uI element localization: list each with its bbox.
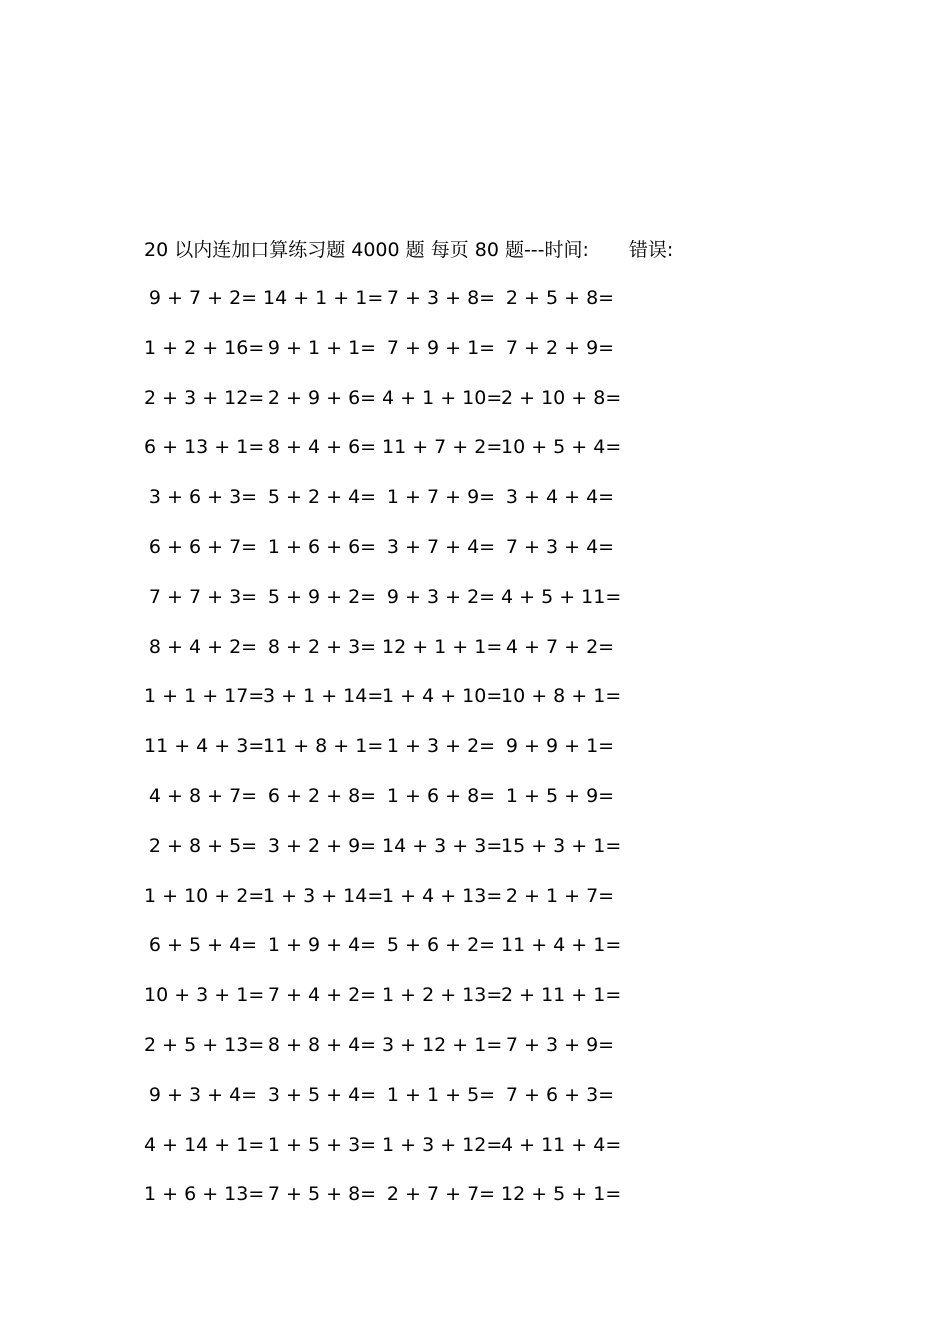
problem-row <box>144 334 664 384</box>
problem-row <box>144 882 664 932</box>
problem-item: 9 + 7 + 2= <box>148 287 258 309</box>
problem-row <box>144 433 664 483</box>
problem-item: 1 + 2 + 16= <box>144 336 265 359</box>
problem-row <box>144 583 664 633</box>
problem-item: 6 + 13 + 1= <box>144 436 265 459</box>
problem-row <box>144 533 664 583</box>
problem-item: 1 + 7 + 9= <box>386 486 496 509</box>
problem-item: 4 + 1 + 10= <box>382 386 503 409</box>
problem-item: 7 + 3 + 4= <box>505 535 615 558</box>
problem-item: 7 + 7 + 3= <box>148 585 258 608</box>
problem-row <box>144 1031 664 1081</box>
problem-item: 4 + 11 + 4= <box>501 1133 622 1156</box>
problem-item: 3 + 4 + 4= <box>505 486 615 509</box>
problem-item: 4 + 14 + 1= <box>144 1133 265 1156</box>
problem-item: 12 + 5 + 1= <box>501 1183 622 1206</box>
problem-item: 8 + 4 + 2= <box>148 635 258 658</box>
problem-item: 4 + 7 + 2= <box>505 635 615 658</box>
problem-item: 11 + 4 + 1= <box>501 934 622 957</box>
problem-item: 10 + 8 + 1= <box>501 685 622 708</box>
problem-item: 11 + 4 + 3= <box>144 735 265 758</box>
problem-item: 7 + 6 + 3= <box>505 1083 615 1106</box>
problem-item: 3 + 6 + 3= <box>148 486 258 509</box>
problem-row <box>144 1180 664 1230</box>
problem-item: 1 + 5 + 9= <box>505 784 615 807</box>
problem-item: 6 + 2 + 8= <box>267 784 377 807</box>
problem-item: 3 + 7 + 4= <box>386 535 496 558</box>
problem-item: 4 + 8 + 7= <box>148 784 258 807</box>
problem-item: 5 + 6 + 2= <box>386 934 496 957</box>
problem-item: 2 + 10 + 8= <box>501 386 622 409</box>
problem-row <box>144 931 664 981</box>
problem-item: 2 + 9 + 6= <box>267 386 377 409</box>
problem-item: 3 + 5 + 4= <box>267 1083 377 1106</box>
problem-item: 4 + 5 + 11= <box>501 585 622 608</box>
errors-label: 错误: <box>628 239 674 261</box>
problem-row <box>144 483 664 533</box>
problem-item: 12 + 1 + 1= <box>382 635 503 658</box>
problem-item: 6 + 6 + 7= <box>148 535 258 558</box>
problem-item: 3 + 1 + 14= <box>263 685 384 708</box>
problem-row <box>144 732 664 782</box>
problem-item: 11 + 7 + 2= <box>382 436 503 459</box>
problem-item: 1 + 3 + 2= <box>386 735 496 758</box>
problem-item: 14 + 3 + 3= <box>382 834 503 857</box>
problem-item: 1 + 6 + 8= <box>386 784 496 807</box>
problem-row <box>144 384 664 434</box>
problem-item: 14 + 1 + 1= <box>263 287 384 309</box>
worksheet-title: 20 以内连加口算练习题 4000 题 每页 80 题---时间: <box>144 239 589 261</box>
problem-row <box>144 832 664 882</box>
problem-item: 10 + 5 + 4= <box>501 436 622 459</box>
problem-row <box>144 284 664 334</box>
problem-item: 5 + 9 + 2= <box>267 585 377 608</box>
problem-item: 2 + 5 + 13= <box>144 1033 265 1056</box>
worksheet-header <box>144 236 673 264</box>
problem-row <box>144 1131 664 1181</box>
problem-item: 1 + 6 + 6= <box>267 535 377 558</box>
problem-item: 7 + 5 + 8= <box>267 1183 377 1206</box>
problem-row <box>144 1081 664 1131</box>
problem-item: 1 + 10 + 2= <box>144 884 265 907</box>
problem-row <box>144 981 664 1031</box>
problem-item: 10 + 3 + 1= <box>144 984 265 1007</box>
problem-item: 3 + 12 + 1= <box>382 1033 503 1056</box>
problem-item: 2 + 8 + 5= <box>148 834 258 857</box>
problem-item: 9 + 1 + 1= <box>267 336 377 359</box>
problem-item: 1 + 2 + 13= <box>382 984 503 1007</box>
problem-item: 5 + 2 + 4= <box>267 486 377 509</box>
problem-item: 9 + 9 + 1= <box>505 735 615 758</box>
problem-row <box>144 782 664 832</box>
problem-item: 2 + 3 + 12= <box>144 386 265 409</box>
problem-item: 9 + 3 + 2= <box>386 585 496 608</box>
problem-item: 6 + 5 + 4= <box>148 934 258 957</box>
problem-item: 2 + 1 + 7= <box>505 884 615 907</box>
problem-item: 3 + 2 + 9= <box>267 834 377 857</box>
problem-item: 1 + 9 + 4= <box>267 934 377 957</box>
problem-item: 2 + 5 + 8= <box>505 287 615 309</box>
problem-item: 7 + 3 + 8= <box>386 287 496 309</box>
problem-item: 7 + 9 + 1= <box>386 336 496 359</box>
problem-item: 1 + 5 + 3= <box>267 1133 377 1156</box>
problem-grid <box>144 284 664 1230</box>
problem-item: 1 + 4 + 10= <box>382 685 503 708</box>
problem-item: 7 + 4 + 2= <box>267 984 377 1007</box>
problem-item: 2 + 7 + 7= <box>386 1183 496 1206</box>
problem-row <box>144 633 664 683</box>
problem-item: 2 + 11 + 1= <box>501 984 622 1007</box>
problem-item: 9 + 3 + 4= <box>148 1083 258 1106</box>
problem-item: 1 + 3 + 12= <box>382 1133 503 1156</box>
problem-item: 1 + 3 + 14= <box>263 884 384 907</box>
problem-item: 8 + 4 + 6= <box>267 436 377 459</box>
problem-item: 1 + 1 + 17= <box>144 685 265 708</box>
problem-item: 7 + 2 + 9= <box>505 336 615 359</box>
problem-row <box>144 682 664 732</box>
problem-item: 1 + 4 + 13= <box>382 884 503 907</box>
problem-item: 8 + 8 + 4= <box>267 1033 377 1056</box>
problem-item: 15 + 3 + 1= <box>501 834 622 857</box>
problem-item: 11 + 8 + 1= <box>263 735 384 758</box>
problem-item: 1 + 1 + 5= <box>386 1083 496 1106</box>
problem-item: 8 + 2 + 3= <box>267 635 377 658</box>
problem-item: 7 + 3 + 9= <box>505 1033 615 1056</box>
problem-item: 1 + 6 + 13= <box>144 1183 265 1206</box>
